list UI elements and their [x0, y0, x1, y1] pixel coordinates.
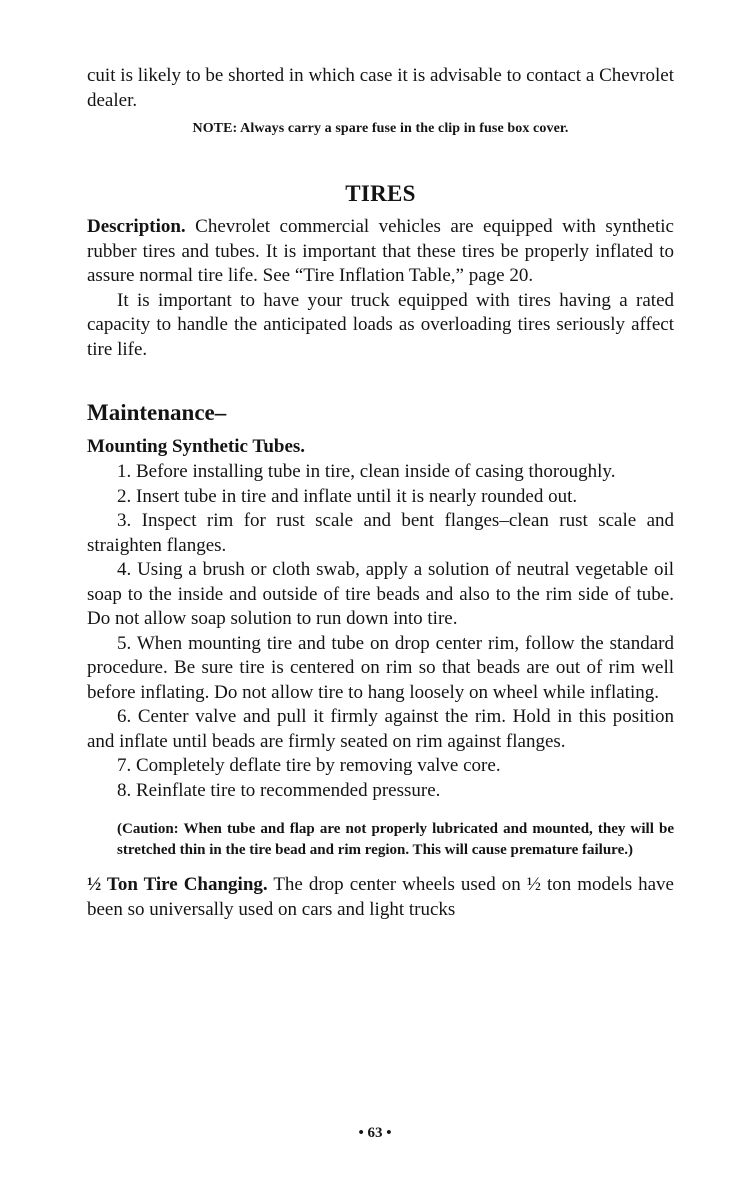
step-2: 2. Insert tube in tire and inflate until it is nearly rounded out.: [117, 485, 578, 507]
maintenance-heading: Maintenance–: [87, 400, 227, 425]
capacity-paragraph: It is important to have your truck equipped with tires having a rated capacity to handle the anticipated loads as overloading tires seriously affect tire life.: [87, 289, 674, 360]
step-6: 6. Center valve and pull it firmly against the rim. Hold in this position and inflate until beads are firmly seated on rim against flanges.: [87, 706, 674, 752]
step-1: 1. Before installing tube in tire, clean inside of casing thoroughly.: [117, 461, 616, 482]
step-8: 8. Reinflate tire to recommended pressure.: [117, 779, 441, 801]
step-3: 3. Inspect rim for rust scale and bent flanges–clean rust scale and straighten flanges.: [87, 510, 674, 556]
document-page: [87, 64, 674, 922]
half-ton-heading: ½ Ton Tire Changing.: [87, 874, 268, 895]
half-ton-text: The drop center wheels used on ½ ton models have been so universally used on cars and light trucks: [87, 874, 674, 920]
description-paragraph: [87, 215, 674, 289]
step-7: 7. Completely deflate tire by removing valve core.: [117, 755, 501, 776]
half-ton-paragraph: [87, 873, 674, 922]
description-text: Chevrolet commercial vehicles are equipped with synthetic rubber tires and tubes. It is important that these tires be properly inflated to assure normal tire life. See “Tire Inflation Table,” page 20.: [87, 216, 674, 286]
description-heading: Description.: [87, 216, 186, 237]
caution-note: (Caution: When tube and flap are not properly lubricated and mounted, they will be stretched thin in the tire bead and rim region. This will cause premature failure.): [117, 821, 674, 858]
step-5: 5. When mounting tire and tube on drop center rim, follow the standard procedure. Be sure tire is centered on rim so that beads are out of rim well before inflating. Do not allow tire to hang loosely on wheel while inflating.: [87, 632, 674, 703]
mounting-heading: Mounting Synthetic Tubes.: [87, 436, 306, 457]
page-number: • 63 •: [358, 1125, 392, 1141]
fuse-note: NOTE: Always carry a spare fuse in the clip in fuse box cover.: [192, 121, 569, 136]
continuation-paragraph: cuit is likely to be shorted in which case it is advisable to contact a Chevrolet dealer.: [87, 65, 674, 111]
section-title-tires: TIRES: [345, 181, 416, 206]
step-4: 4. Using a brush or cloth swab, apply a solution of neutral vegetable oil soap to the inside and outside of tire beads and also to the rim side of tube. Do not allow soap solution to run down into tire.: [87, 559, 674, 629]
